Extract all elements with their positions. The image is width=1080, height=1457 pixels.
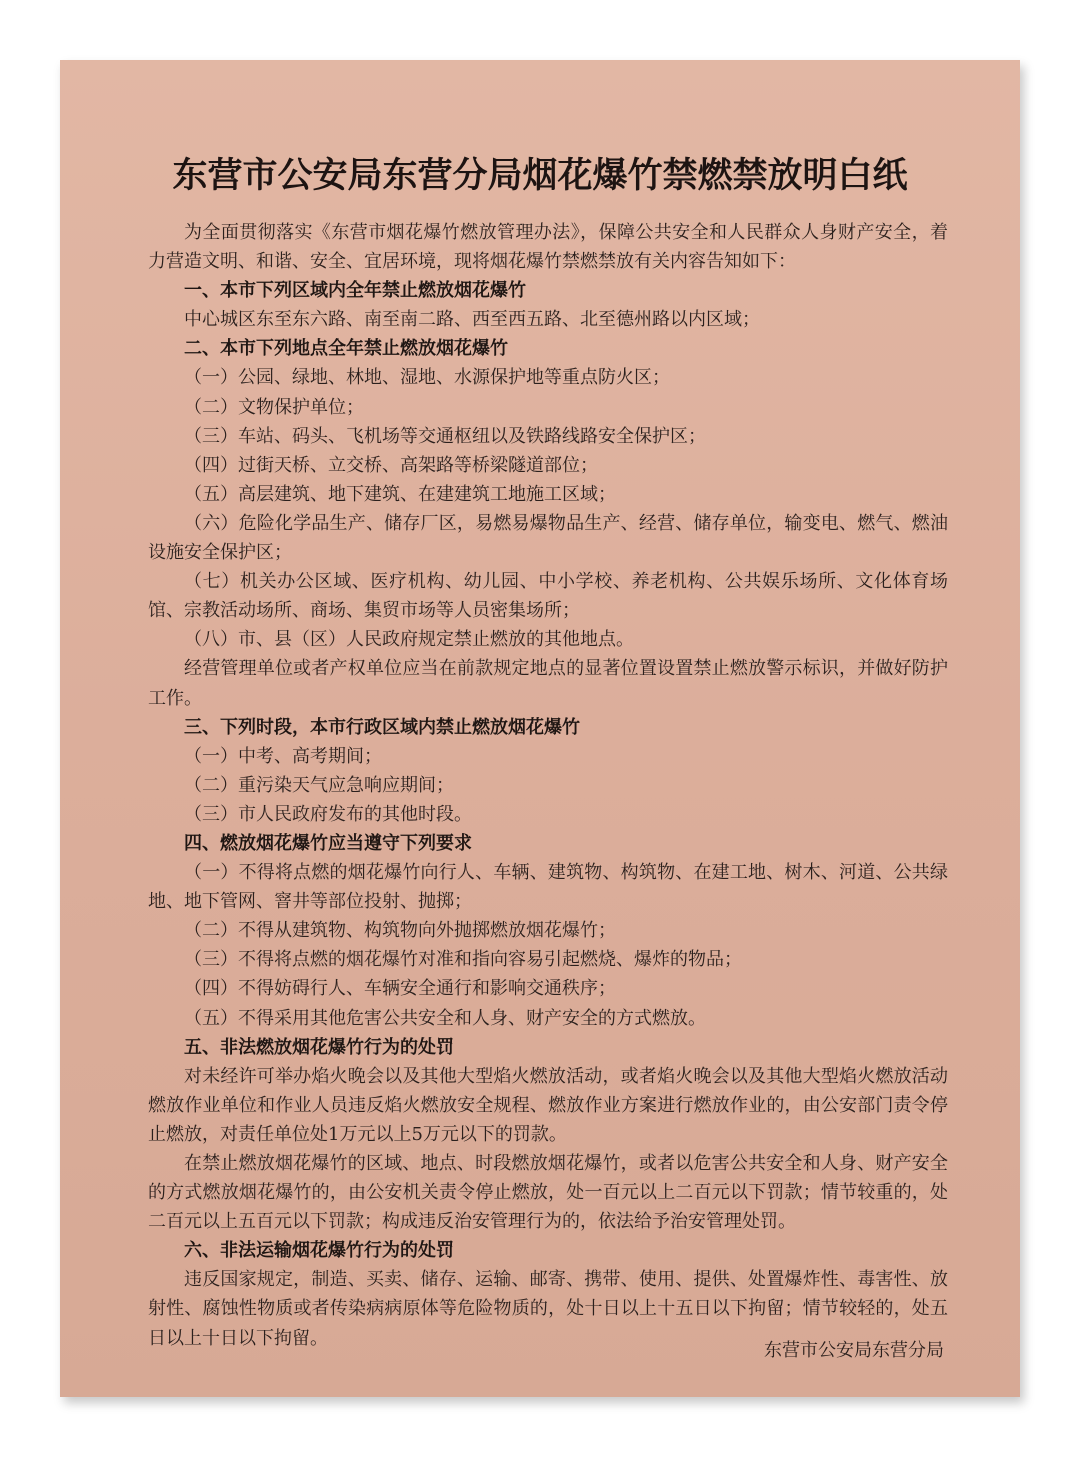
section-5-paragraph: 对未经许可举办焰火晚会以及其他大型焰火燃放活动，或者焰火晚会以及其他大型焰火燃放活动燃放作业单位和作业人员违反焰火燃放安全规程、燃放作业方案进行燃放作业的，由公安部门责令停止燃放，对责任单位处1万元以上5万元以下的罚款。 xyxy=(148,1065,948,1145)
section-5-heading: 五、非法燃放烟花爆竹行为的处罚 xyxy=(184,1036,454,1058)
notice-paper xyxy=(60,60,1020,1397)
section-5-paragraph: 在禁止燃放烟花爆竹的区域、地点、时段燃放烟花爆竹，或者以危害公共安全和人身、财产安全的方式燃放烟花爆竹的，由公安机关责令停止燃放，处一百元以上二百元以下罚款；情节较重的，处二百元以上五百元以下罚款；构成违反治安管理行为的，依法给予治安管理处罚。 xyxy=(148,1153,948,1233)
section-2-item: （八）市、县（区）人民政府规定禁止燃放的其他地点。 xyxy=(184,629,634,651)
section-4-item: （二）不得从建筑物、构筑物向外抛掷燃放烟花爆竹； xyxy=(184,920,616,942)
section-2-item: （六）危险化学品生产、储存厂区，易燃易爆物品生产、经营、储存单位，输变电、燃气、燃油设施安全保护区； xyxy=(148,512,948,564)
section-3-item: （一）中考、高考期间； xyxy=(184,745,382,767)
section-6-heading: 六、非法运输烟花爆竹行为的处罚 xyxy=(184,1240,454,1262)
section-2-item: （四）过街天桥、立交桥、高架路等桥梁隧道部位； xyxy=(184,454,598,476)
section-2-heading: 二、本市下列地点全年禁止燃放烟花爆竹 xyxy=(184,338,508,360)
section-2-item: （五）高层建筑、地下建筑、在建建筑工地施工区域； xyxy=(184,483,616,505)
section-4-item: （一）不得将点燃的烟花爆竹向行人、车辆、建筑物、构筑物、在建工地、树木、河道、公共绿地、地下管网、窨井等部位投射、抛掷； xyxy=(148,862,948,913)
issuer-signature: 东营市公安局东营分局 xyxy=(764,1340,944,1361)
document-body xyxy=(148,218,948,1353)
section-2-item: （七）机关办公区域、医疗机构、幼儿园、中小学校、养老机构、公共娱乐场所、文化体育场馆、宗教活动场所、商场、集贸市场等人员密集场所； xyxy=(148,571,948,622)
section-4-item: （三）不得将点燃的烟花爆竹对准和指向容易引起燃烧、爆炸的物品； xyxy=(184,949,742,971)
section-2-item: （二）文物保护单位； xyxy=(184,396,364,418)
section-3-item: （三）市人民政府发布的其他时段。 xyxy=(184,803,472,825)
section-4-item: （四）不得妨碍行人、车辆安全通行和影响交通秩序； xyxy=(184,978,616,1000)
section-1-text: 中心城区东至东六路、南至南二路、西至西五路、北至德州路以内区域； xyxy=(184,309,760,331)
section-2-item: （三）车站、码头、飞机场等交通枢纽以及铁路线路安全保护区； xyxy=(184,425,706,447)
section-2-item: （一）公园、绿地、林地、湿地、水源保护地等重点防火区； xyxy=(184,367,670,389)
section-6-text: 违反国家规定，制造、买卖、储存、运输、邮寄、携带、使用、提供、处置爆炸性、毒害性、放射性、腐蚀性物质或者传染病病原体等危险物质的，处十日以上十五日以下拘留；情节较轻的，处五日以上十日以下拘留。 xyxy=(148,1269,948,1349)
intro-paragraph: 为全面贯彻落实《东营市烟花爆竹燃放管理办法》，保障公共安全和人民群众人身财产安全，着力营造文明、和谐、安全、宜居环境，现将烟花爆竹禁燃禁放有关内容告知如下： xyxy=(148,222,948,273)
section-3-item: （二）重污染天气应急响应期间； xyxy=(184,774,454,796)
document-title: 东营市公安局东营分局烟花爆竹禁燃禁放明白纸 xyxy=(172,156,908,196)
section-1-heading: 一、本市下列区域内全年禁止燃放烟花爆竹 xyxy=(184,280,526,302)
section-2-note: 经营管理单位或者产权单位应当在前款规定地点的显著位置设置禁止燃放警示标识，并做好防护工作。 xyxy=(148,658,948,709)
section-3-heading: 三、下列时段，本市行政区域内禁止燃放烟花爆竹 xyxy=(184,716,580,738)
section-4-item: （五）不得采用其他危害公共安全和人身、财产安全的方式燃放。 xyxy=(184,1007,706,1029)
section-4-heading: 四、燃放烟花爆竹应当遵守下列要求 xyxy=(184,832,472,854)
